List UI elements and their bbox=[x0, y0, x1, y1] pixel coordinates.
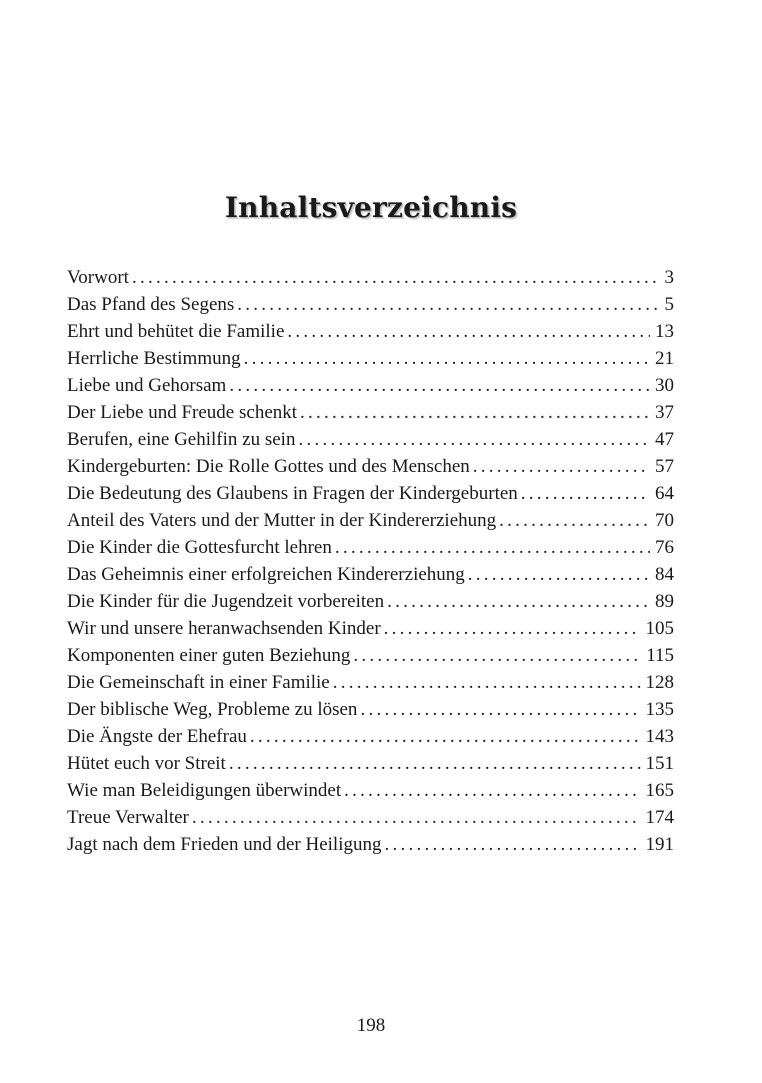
toc-entry[interactable] bbox=[67, 453, 674, 480]
toc-entry-title: Das Pfand des Segens bbox=[67, 294, 235, 315]
toc-entry-page: 13 bbox=[655, 321, 674, 342]
toc-entry-title: Liebe und Gehorsam bbox=[67, 375, 227, 396]
toc-entry-page: 174 bbox=[645, 807, 674, 828]
toc-entry-title: Der biblische Weg, Probleme zu lösen bbox=[67, 699, 358, 720]
toc-entry[interactable] bbox=[67, 615, 674, 642]
table-of-contents bbox=[67, 264, 674, 858]
toc-entry-page: 115 bbox=[646, 645, 674, 666]
dot-leader bbox=[237, 291, 659, 318]
toc-entry-page: 37 bbox=[655, 402, 674, 423]
toc-entry[interactable] bbox=[67, 291, 674, 318]
dot-leader bbox=[499, 507, 650, 534]
toc-entry-title: Berufen, eine Gehilfin zu sein bbox=[67, 429, 296, 450]
dot-leader bbox=[353, 642, 641, 669]
toc-entry-title: Wir und unsere heranwachsenden Kinder bbox=[67, 618, 381, 639]
dot-leader bbox=[229, 750, 641, 777]
toc-entry-title: Das Geheimnis einer erfolgreichen Kindererziehung bbox=[67, 564, 465, 585]
dot-leader bbox=[521, 480, 650, 507]
dot-leader bbox=[333, 669, 641, 696]
toc-entry[interactable] bbox=[67, 642, 674, 669]
toc-entry-page: 143 bbox=[645, 726, 674, 747]
toc-entry[interactable] bbox=[67, 696, 674, 723]
toc-entry[interactable] bbox=[67, 399, 674, 426]
toc-entry-title: Der Liebe und Freude schenkt bbox=[67, 402, 298, 423]
dot-leader bbox=[244, 345, 650, 372]
toc-entry[interactable] bbox=[67, 831, 674, 858]
toc-entry-page: 64 bbox=[655, 483, 674, 504]
dot-leader bbox=[229, 372, 650, 399]
toc-entry[interactable] bbox=[67, 588, 674, 615]
page-number: 198 bbox=[356, 1015, 386, 1036]
toc-entry-title: Vorwort bbox=[67, 267, 129, 288]
toc-entry[interactable] bbox=[67, 723, 674, 750]
toc-entry[interactable] bbox=[67, 534, 674, 561]
page-title: Inhaltsverzeichnis bbox=[224, 190, 518, 224]
toc-entry-title: Jagt nach dem Frieden und der Heiligung bbox=[67, 834, 382, 855]
toc-entry[interactable] bbox=[67, 372, 674, 399]
dot-leader bbox=[335, 534, 650, 561]
toc-entry[interactable] bbox=[67, 507, 674, 534]
toc-entry-page: 21 bbox=[655, 348, 674, 369]
toc-entry[interactable] bbox=[67, 561, 674, 588]
toc-entry-page: 165 bbox=[645, 780, 674, 801]
dot-leader bbox=[287, 318, 650, 345]
toc-entry-page: 89 bbox=[655, 591, 674, 612]
toc-entry-page: 57 bbox=[655, 456, 674, 477]
toc-entry-page: 135 bbox=[645, 699, 674, 720]
toc-entry-page: 84 bbox=[655, 564, 674, 585]
dot-leader bbox=[344, 777, 640, 804]
dot-leader bbox=[468, 561, 650, 588]
toc-entry-title: Die Ängste der Ehefrau bbox=[67, 726, 247, 747]
toc-entry-title: Hütet euch vor Streit bbox=[67, 753, 226, 774]
toc-entry[interactable] bbox=[67, 750, 674, 777]
toc-entry-page: 47 bbox=[655, 429, 674, 450]
toc-entry-page: 128 bbox=[645, 672, 674, 693]
dot-leader bbox=[384, 831, 640, 858]
toc-entry-title: Die Kinder für die Jugendzeit vorbereiten bbox=[67, 591, 385, 612]
dot-leader bbox=[387, 588, 650, 615]
toc-entry-page: 5 bbox=[664, 294, 674, 315]
toc-entry[interactable] bbox=[67, 777, 674, 804]
toc-entry[interactable] bbox=[67, 426, 674, 453]
toc-entry-page: 76 bbox=[655, 537, 674, 558]
toc-entry-title: Ehrt und behütet die Familie bbox=[67, 321, 285, 342]
toc-entry-title: Treue Verwalter bbox=[67, 807, 189, 828]
toc-entry[interactable] bbox=[67, 480, 674, 507]
toc-entry[interactable] bbox=[67, 345, 674, 372]
toc-entry-title: Die Bedeutung des Glaubens in Fragen der Kindergeburten bbox=[67, 483, 518, 504]
toc-entry[interactable] bbox=[67, 669, 674, 696]
dot-leader bbox=[298, 426, 650, 453]
toc-entry-title: Wie man Beleidigungen überwindet bbox=[67, 780, 342, 801]
dot-leader bbox=[473, 453, 650, 480]
toc-entry[interactable] bbox=[67, 318, 674, 345]
dot-leader bbox=[384, 615, 641, 642]
toc-entry-page: 30 bbox=[655, 375, 674, 396]
toc-entry[interactable] bbox=[67, 804, 674, 831]
toc-entry-title: Die Kinder die Gottesfurcht lehren bbox=[67, 537, 332, 558]
toc-entry-page: 3 bbox=[664, 267, 674, 288]
toc-entry-page: 151 bbox=[645, 753, 674, 774]
toc-entry-title: Kindergeburten: Die Rolle Gottes und des Menschen bbox=[67, 456, 470, 477]
toc-entry-page: 105 bbox=[645, 618, 674, 639]
toc-entry[interactable] bbox=[67, 264, 674, 291]
toc-entry-page: 191 bbox=[645, 834, 674, 855]
toc-entry-title: Komponenten einer guten Beziehung bbox=[67, 645, 351, 666]
dot-leader bbox=[132, 264, 660, 291]
dot-leader bbox=[300, 399, 650, 426]
toc-entry-page: 70 bbox=[655, 510, 674, 531]
dot-leader bbox=[250, 723, 641, 750]
toc-entry-title: Anteil des Vaters und der Mutter in der Kindererziehung bbox=[67, 510, 497, 531]
dot-leader bbox=[360, 696, 640, 723]
toc-entry-title: Die Gemeinschaft in einer Familie bbox=[67, 672, 330, 693]
toc-entry-title: Herrliche Bestimmung bbox=[67, 348, 241, 369]
dot-leader bbox=[192, 804, 641, 831]
